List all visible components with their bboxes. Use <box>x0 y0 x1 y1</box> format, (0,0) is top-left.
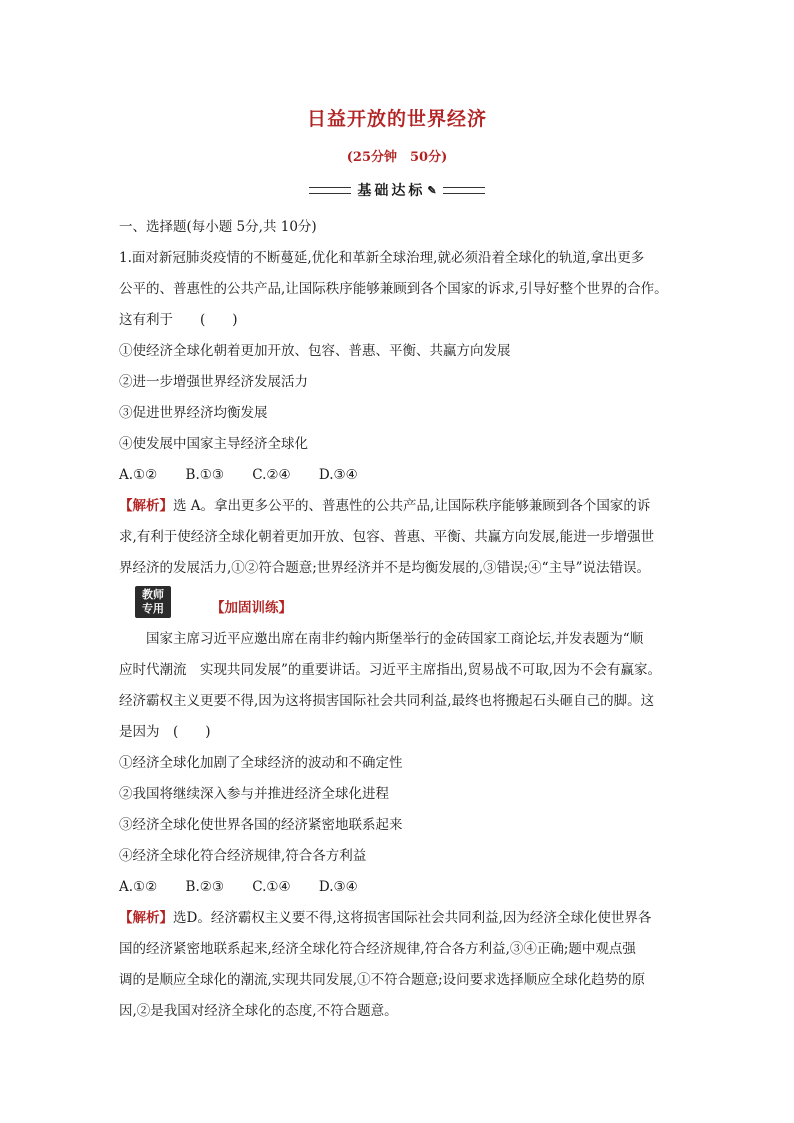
analysis-label: 【解析】 <box>119 910 173 926</box>
analysis-line <box>119 905 689 936</box>
teacher-section <box>119 586 689 626</box>
option-d: D.③④ <box>318 879 358 895</box>
question-line: 是因为 ( ) <box>119 724 211 740</box>
statement-item: ④经济全球化符合经济规律,符合各方利益 <box>119 848 367 864</box>
answer-options <box>119 874 689 905</box>
teacher-only-badge <box>135 586 171 618</box>
question-line: 国家主席习近平应邀出席在南非约翰内斯堡举行的金砖国家工商论坛,并发表题为“顺 <box>146 631 644 647</box>
analysis-label: 【解析】 <box>119 498 173 514</box>
question-line: 公平的、普惠性的公共产品,让国际秩序能够兼顾到各个国家的诉求,引导好整个世界的合作。 <box>119 281 668 297</box>
statement-item: ②我国将继续深入参与并推进经济全球化进程 <box>119 786 389 802</box>
statement-item: ①使经济全球化朝着更加开放、包容、普惠、平衡、共赢方向发展 <box>119 343 511 359</box>
question-line: 应时代潮流 实现共同发展”的重要讲话。习近平主席指出,贸易战不可取,因为不会有赢家。 <box>119 662 661 678</box>
analysis-line <box>119 493 689 524</box>
statement-item: ②进一步增强世界经济发展活力 <box>119 374 308 390</box>
content-body <box>119 214 689 1029</box>
question-line: 这有利于 ( ) <box>119 312 238 328</box>
analysis-line: 界经济的发展活力,①②符合题意;世界经济并不是均衡发展的,③错误;④“主导”说法错误。 <box>119 560 650 576</box>
option-c: C.①④ <box>252 879 291 895</box>
option-b: B.②③ <box>185 879 224 895</box>
analysis-line: 国的经济紧密地联系起来,经济全球化符合经济规律,符合各方利益,③④正确;题中观点强 <box>119 941 636 957</box>
option-b: B.①③ <box>185 467 224 483</box>
statement-item: ③促进世界经济均衡发展 <box>119 405 268 421</box>
analysis-line: 因,②是我国对经济全球化的态度,不符合题意。 <box>119 1003 398 1019</box>
question-line: 经济霸权主义更要不得,因为这将损害国际社会共同利益,最终也将搬起石头砸自己的脚。这 <box>119 693 655 709</box>
section-banner <box>0 180 794 200</box>
pencil-icon: ✎ <box>427 183 437 197</box>
statement-item: ④使发展中国家主导经济全球化 <box>119 436 308 452</box>
badge-line: 专用 <box>142 602 164 615</box>
banner-rule-left <box>309 187 351 194</box>
page-subtitle: (25分钟 50分) <box>346 150 448 165</box>
banner-rule-right <box>443 187 485 194</box>
analysis-text: 选D。经济霸权主义要不得,这将损害国际社会共同利益,因为经济全球化使世界各 <box>173 910 652 926</box>
statement-item: ③经济全球化使世界各国的经济紧密地联系起来 <box>119 817 403 833</box>
option-a: A.①② <box>119 879 158 895</box>
analysis-text: 选 A。拿出更多公平的、普惠性的公共产品,让国际秩序能够兼顾到各个国家的诉 <box>173 498 651 514</box>
answer-options <box>119 462 689 493</box>
section-title: 基础达标 <box>357 183 426 199</box>
reinforcement-label: 【加固训练】 <box>211 600 292 616</box>
page-title: 日益开放的世界经济 <box>306 108 487 130</box>
badge-line: 教师 <box>142 588 164 601</box>
analysis-line: 调的是顺应全球化的潮流,实现共同发展,①不符合题意;设问要求选择顺应全球化趋势的原 <box>119 972 646 988</box>
question-line: 1.面对新冠肺炎疫情的不断蔓延,优化和革新全球治理,就必须沿着全球化的轨道,拿出更多 <box>119 250 645 266</box>
analysis-line: 求,有利于使经济全球化朝着更加开放、包容、普惠、平衡、共赢方向发展,能进一步增强世 <box>119 529 655 545</box>
option-c: C.②④ <box>252 467 291 483</box>
option-d: D.③④ <box>318 467 358 483</box>
option-a: A.①② <box>119 467 158 483</box>
statement-item: ①经济全球化加剧了全球经济的波动和不确定性 <box>119 755 403 771</box>
part-heading: 一、选择题(每小题 5分,共 10分) <box>119 219 317 235</box>
